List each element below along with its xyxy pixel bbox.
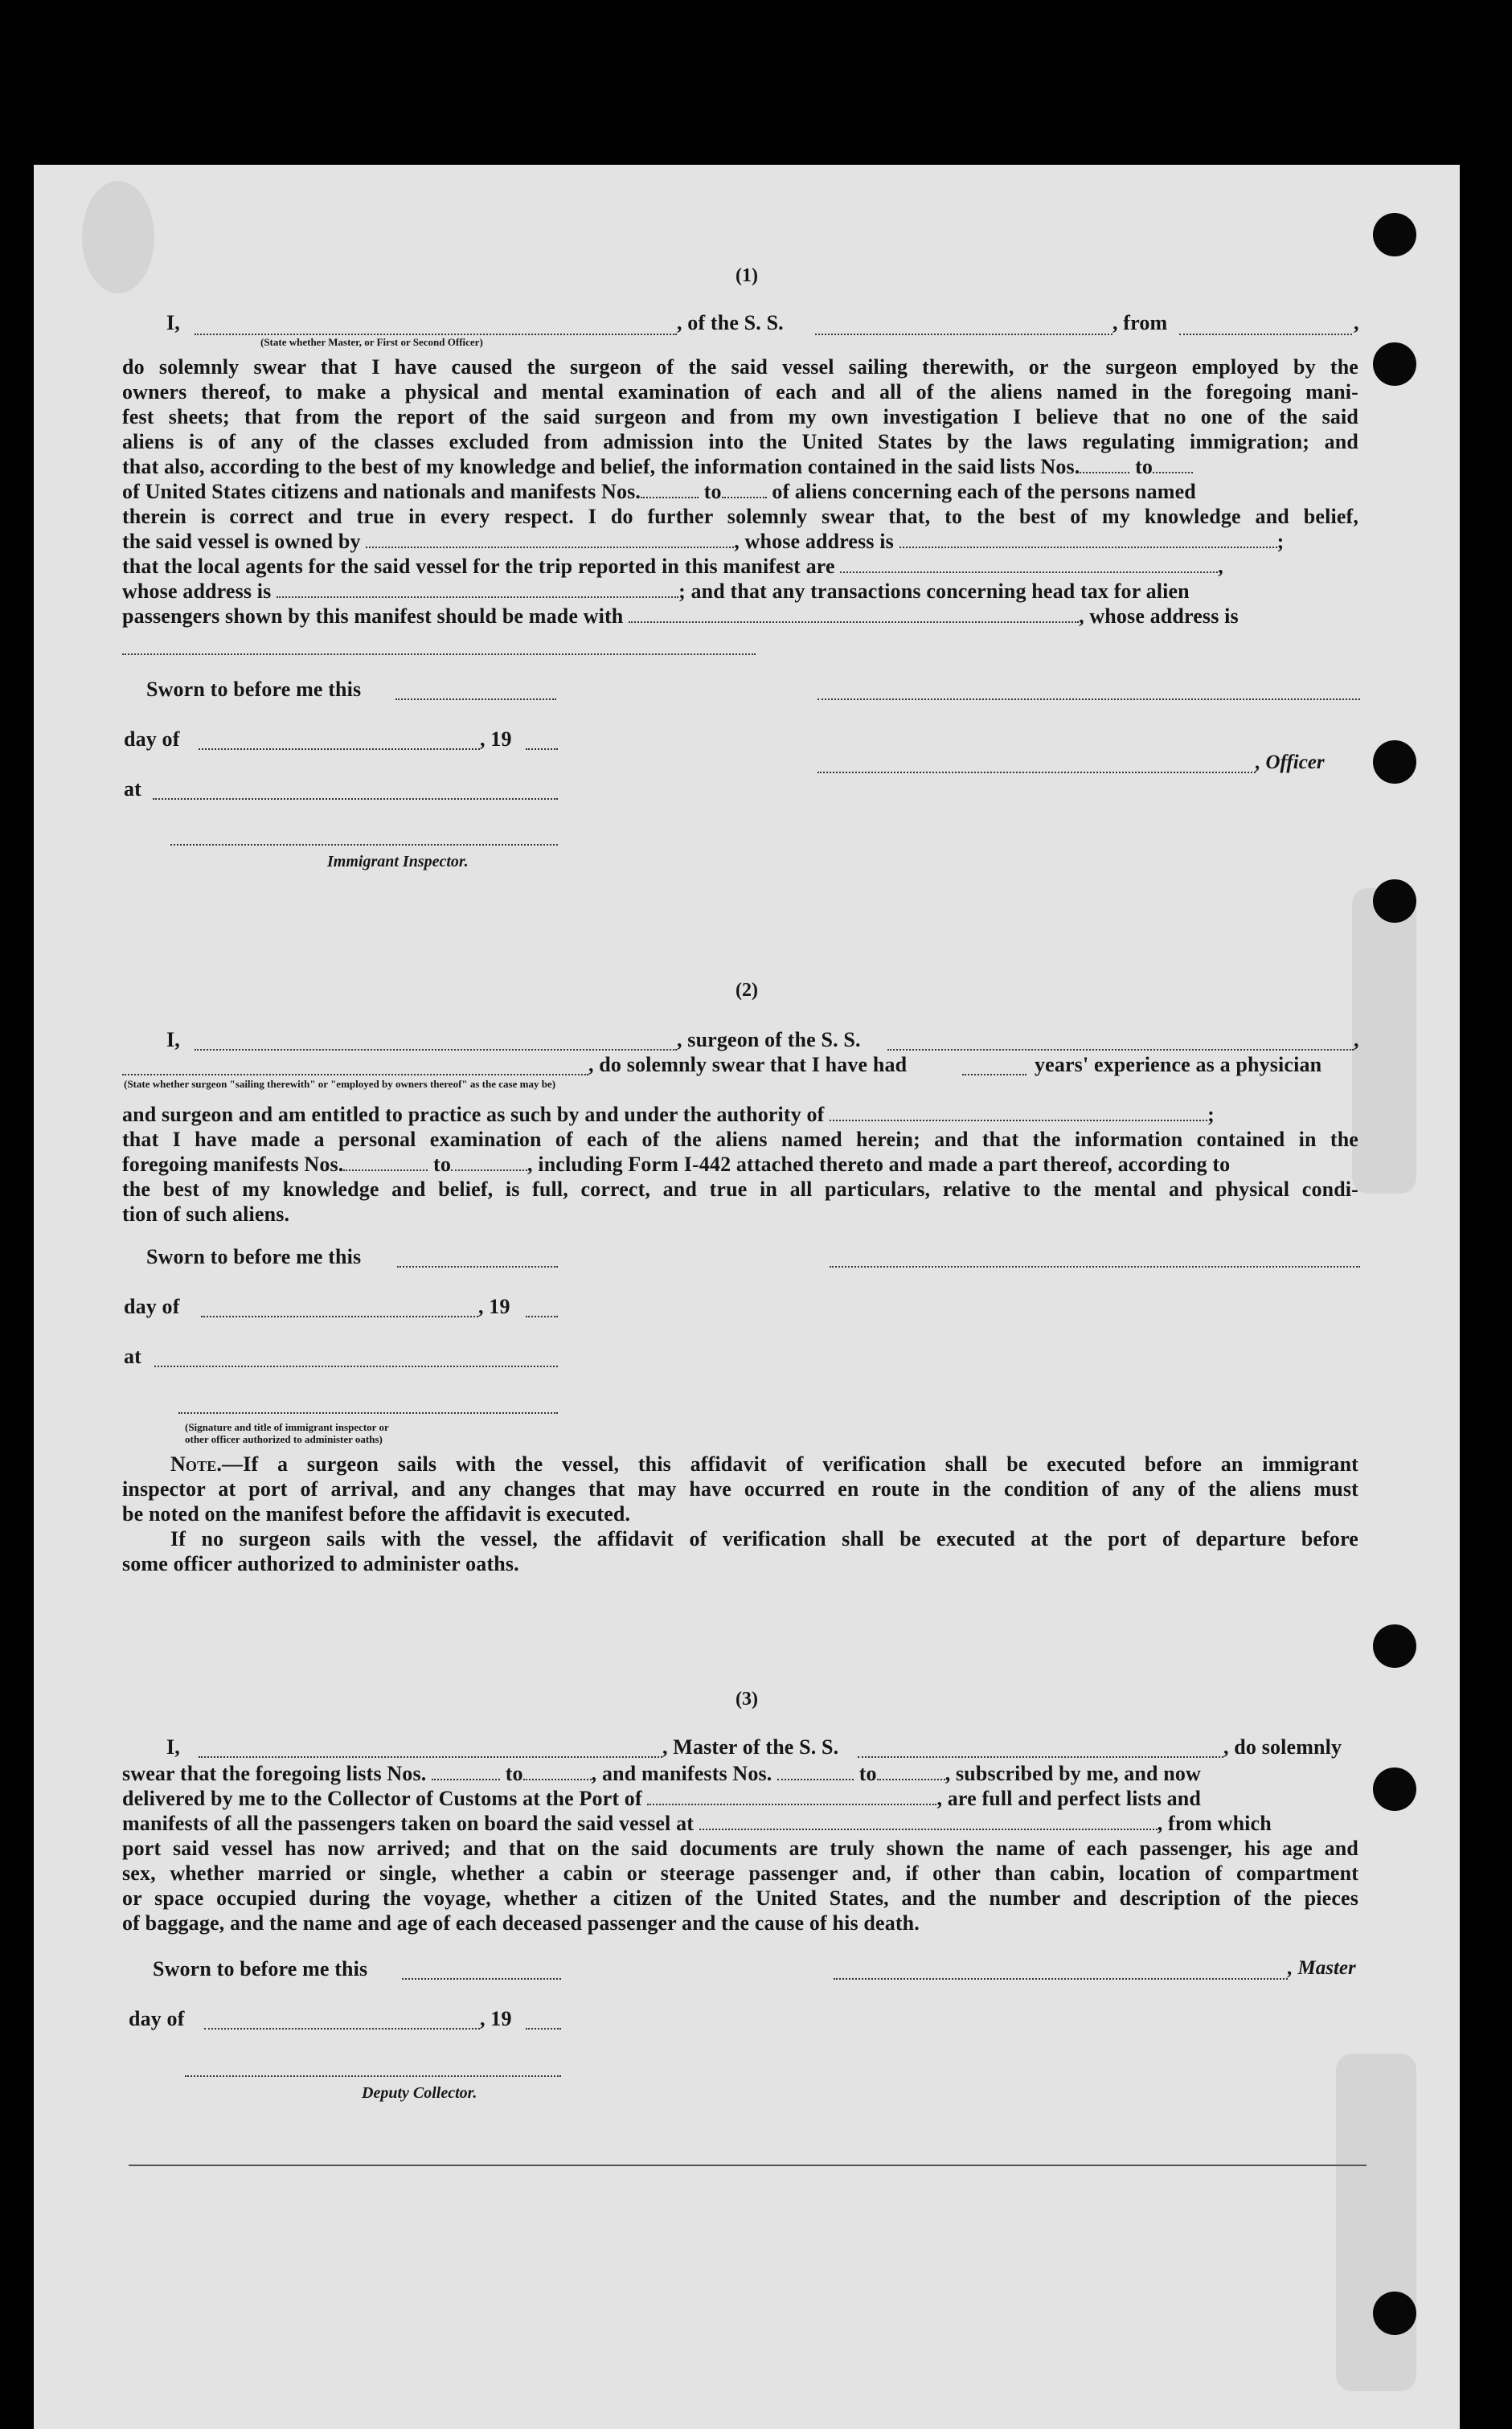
s2-i: I, bbox=[166, 1028, 180, 1051]
s1-line-owner: the said vessel is owned by , whose address is ; bbox=[122, 530, 1285, 553]
s1-officer-name-line[interactable] bbox=[817, 772, 1256, 773]
s1-day-of: day of bbox=[124, 727, 180, 751]
s1-at-field[interactable] bbox=[153, 798, 558, 800]
s3-i: I, bbox=[166, 1735, 180, 1759]
s2-line-authority: and surgeon and am entitled to practice as such by and under the authority of ; bbox=[122, 1103, 1215, 1126]
note-line: Note.—If a surgeon sails with the vessel, this affidavit of verification shall be executed before an immigrant bbox=[170, 1452, 1358, 1476]
years-experience-field[interactable] bbox=[962, 1074, 1026, 1075]
s3-day-field[interactable] bbox=[204, 2028, 480, 2030]
s3-do-solemnly: , do solemnly bbox=[1223, 1735, 1342, 1759]
s1-officer-signature-line[interactable] bbox=[817, 698, 1360, 700]
s1-line-agents: that the local agents for the said vessel for the trip reported in this manifest are , bbox=[122, 555, 1223, 578]
s3-boarding-port-field[interactable] bbox=[699, 1829, 1158, 1830]
s1-inspector-label: Immigrant Inspector. bbox=[327, 853, 469, 870]
authority-field[interactable] bbox=[830, 1120, 1207, 1121]
manifests-to-field[interactable] bbox=[722, 497, 767, 498]
s2-line-manifests: foregoing manifests Nos. to , including Form I-442 attached thereto and made a part thereof, according to bbox=[122, 1153, 1231, 1176]
s2-sworn-date-field[interactable] bbox=[397, 1266, 558, 1268]
s3-port-field[interactable] bbox=[647, 1804, 936, 1805]
s2-manifests-to-field[interactable] bbox=[451, 1169, 527, 1171]
s2-surgeon-signature-line[interactable] bbox=[830, 1266, 1360, 1268]
section-1-number: (1) bbox=[736, 265, 758, 286]
officer-caption: (State whether Master, or First or Second Officer) bbox=[260, 336, 483, 348]
s2-day-field[interactable] bbox=[201, 1316, 478, 1317]
section-3-number: (3) bbox=[736, 1689, 758, 1710]
lists-from-field[interactable] bbox=[1080, 472, 1129, 473]
bottom-rule bbox=[129, 2165, 1367, 2166]
punch-hole bbox=[1373, 213, 1416, 256]
s1-sworn: Sworn to before me this bbox=[146, 678, 362, 701]
s3-manifests-from-field[interactable] bbox=[777, 1779, 854, 1780]
s1-line-manifests: of United States citizens and nationals and manifests Nos. to of aliens concerning each of the persons named bbox=[122, 480, 1196, 503]
note2-line: If no surgeon sails with the vessel, the affidavit of verification shall be executed at the port of departure before bbox=[170, 1527, 1358, 1550]
s3-vessel-field[interactable] bbox=[858, 1756, 1223, 1758]
s1-sworn-date-field[interactable] bbox=[395, 698, 556, 700]
s2-vessel-field[interactable] bbox=[887, 1049, 1354, 1051]
punch-hole bbox=[1373, 740, 1416, 784]
note-line: be noted on the manifest before the affidavit is executed. bbox=[122, 1502, 631, 1526]
s2-line: tion of such aliens. bbox=[122, 1202, 290, 1226]
smudge bbox=[1352, 888, 1416, 1194]
s3-line-lists: swear that the foregoing lists Nos. to , and manifests Nos. to , subscribed by me, and now bbox=[122, 1762, 1201, 1785]
s1-day-field[interactable] bbox=[199, 748, 480, 750]
lists-to-field[interactable] bbox=[1153, 472, 1193, 473]
s1-line: owners thereof, to make a physical and mental examination of each and all of the aliens named in the foregoing mani- bbox=[122, 380, 1358, 403]
s1-nineteen: , 19 bbox=[480, 727, 512, 751]
s3-line: of baggage, and the name and age of each deceased passenger and the cause of his death. bbox=[122, 1911, 920, 1935]
section-1-paragraph bbox=[122, 354, 1358, 629]
s2-day-of: day of bbox=[124, 1295, 180, 1318]
section-3-paragraph bbox=[122, 1761, 1358, 1935]
note-paragraph bbox=[122, 1452, 1358, 1576]
vessel-name-field[interactable] bbox=[815, 334, 1112, 335]
s1-line: fest sheets; that from the report of the said surgeon and from my own investigation I believe that no one of the said bbox=[122, 405, 1358, 428]
from-port-field[interactable] bbox=[1179, 334, 1352, 335]
punch-hole bbox=[1373, 342, 1416, 386]
s3-line-port: delivered by me to the Collector of Customs at the Port of , are full and perfect lists and bbox=[122, 1787, 1202, 1810]
form-page bbox=[34, 165, 1460, 2429]
s3-master-signature-line[interactable] bbox=[834, 1978, 1288, 1980]
surgeon-status-caption: (State whether surgeon "sailing therewith" or "employed by owners thereof" as the case may be) bbox=[124, 1078, 556, 1090]
s2-line: the best of my knowledge and belief, is full, correct, and true in all particulars, relative to the mental and physical condi- bbox=[122, 1178, 1358, 1201]
s1-line: therein is correct and true in every respect. I do further solemnly swear that, to the best of my knowledge and belief, bbox=[122, 505, 1358, 528]
s3-lists-from-field[interactable] bbox=[432, 1779, 500, 1780]
note-line: inspector at port of arrival, and any changes that may have occurred en route in the condition of any of the aliens must bbox=[122, 1477, 1358, 1501]
head-tax-party-field[interactable] bbox=[629, 621, 1079, 623]
note-label: Note. bbox=[170, 1452, 223, 1476]
officer-name-field[interactable] bbox=[195, 334, 677, 335]
note2-line: some officer authorized to administer oaths. bbox=[122, 1552, 519, 1575]
s1-comma: , bbox=[1354, 311, 1359, 334]
surgeon-status-field[interactable] bbox=[122, 1074, 588, 1075]
s3-deputy-label: Deputy Collector. bbox=[362, 2084, 477, 2102]
s2-surgeon-of: , surgeon of the S. S. bbox=[677, 1028, 861, 1051]
punch-hole bbox=[1373, 2292, 1416, 2335]
agent-address-field[interactable] bbox=[277, 596, 678, 598]
s3-line: or space occupied during the voyage, whether a citizen of the United States, and the number and description of the pieces bbox=[122, 1886, 1358, 1910]
section-2-paragraph bbox=[122, 1102, 1358, 1227]
agents-field[interactable] bbox=[840, 571, 1218, 573]
owner-field[interactable] bbox=[366, 547, 734, 548]
s2-nineteen: , 19 bbox=[478, 1295, 510, 1318]
manifests-from-field[interactable] bbox=[641, 497, 699, 498]
s3-line-boarded: manifests of all the passengers taken on board the said vessel at , from which bbox=[122, 1812, 1272, 1835]
s1-line-head-tax: passengers shown by this manifest should be made with , whose address is bbox=[122, 604, 1239, 628]
s3-day-of: day of bbox=[129, 2007, 185, 2030]
s2-sig-caption-2: other officer authorized to administer oaths) bbox=[185, 1433, 383, 1445]
s2-manifests-from-field[interactable] bbox=[343, 1169, 428, 1171]
s2-swear: , do solemnly swear that I have had bbox=[588, 1053, 908, 1076]
surgeon-name-field[interactable] bbox=[195, 1049, 677, 1051]
s2-sig-caption-1: (Signature and title of immigrant inspector or bbox=[185, 1421, 389, 1433]
master-name-field[interactable] bbox=[199, 1756, 662, 1758]
s1-from: , from bbox=[1112, 311, 1168, 334]
s1-at: at bbox=[124, 777, 141, 801]
smudge bbox=[1336, 2054, 1416, 2391]
s1-year-field[interactable] bbox=[526, 748, 558, 750]
s3-lists-to-field[interactable] bbox=[523, 1779, 592, 1780]
s1-of-ss: , of the S. S. bbox=[677, 311, 784, 334]
s1-line-lists: that also, according to the best of my knowledge and belief, the information contained in the said lists Nos. to bbox=[122, 454, 1358, 479]
s2-inspector-signature-line[interactable] bbox=[178, 1412, 558, 1414]
s1-inspector-signature-line[interactable] bbox=[170, 844, 558, 846]
s2-at-field[interactable] bbox=[154, 1366, 558, 1367]
s2-years: years' experience as a physician bbox=[1035, 1053, 1322, 1076]
s3-line: sex, whether married or single, whether a cabin or steerage passenger and, if other than cabin, location of compartment bbox=[122, 1862, 1358, 1885]
punch-hole bbox=[1373, 879, 1416, 923]
s3-master-of: , Master of the S. S. bbox=[662, 1735, 839, 1759]
s1-i: I, bbox=[166, 311, 180, 334]
s3-collector-signature-line[interactable] bbox=[185, 2075, 561, 2077]
head-tax-address-field[interactable] bbox=[122, 653, 756, 655]
s2-sworn: Sworn to before me this bbox=[146, 1245, 362, 1268]
punch-hole bbox=[1373, 1624, 1416, 1668]
s3-line: port said vessel has now arrived; and that on the said documents are truly shown the name of each passenger, his age and bbox=[122, 1837, 1358, 1860]
s1-officer-label: , Officer bbox=[1256, 752, 1325, 773]
s2-comma: , bbox=[1354, 1028, 1359, 1051]
s2-line: that I have made a personal examination of each of the aliens named herein; and that the information contained in the bbox=[122, 1128, 1358, 1151]
s3-master-label: , Master bbox=[1288, 1957, 1356, 1979]
owner-address-field[interactable] bbox=[899, 547, 1277, 548]
s1-line: do solemnly swear that I have caused the surgeon of the said vessel sailing therewith, or the surgeon employed by the bbox=[122, 355, 1358, 379]
s3-nineteen: , 19 bbox=[480, 2007, 512, 2030]
s1-line: aliens is of any of the classes excluded from admission into the United States by the laws regulating immigration; and bbox=[122, 430, 1358, 453]
s3-year-field[interactable] bbox=[526, 2028, 561, 2030]
section-2-number: (2) bbox=[736, 980, 758, 1001]
s3-sworn: Sworn to before me this bbox=[153, 1957, 368, 1980]
s2-year-field[interactable] bbox=[526, 1316, 558, 1317]
s3-manifests-to-field[interactable] bbox=[877, 1779, 945, 1780]
punch-hole bbox=[1373, 1767, 1416, 1811]
s1-line-agent-address: whose address is ; and that any transactions concerning head tax for alien bbox=[122, 580, 1190, 603]
s3-sworn-date-field[interactable] bbox=[402, 1978, 561, 1980]
s2-at: at bbox=[124, 1345, 141, 1368]
